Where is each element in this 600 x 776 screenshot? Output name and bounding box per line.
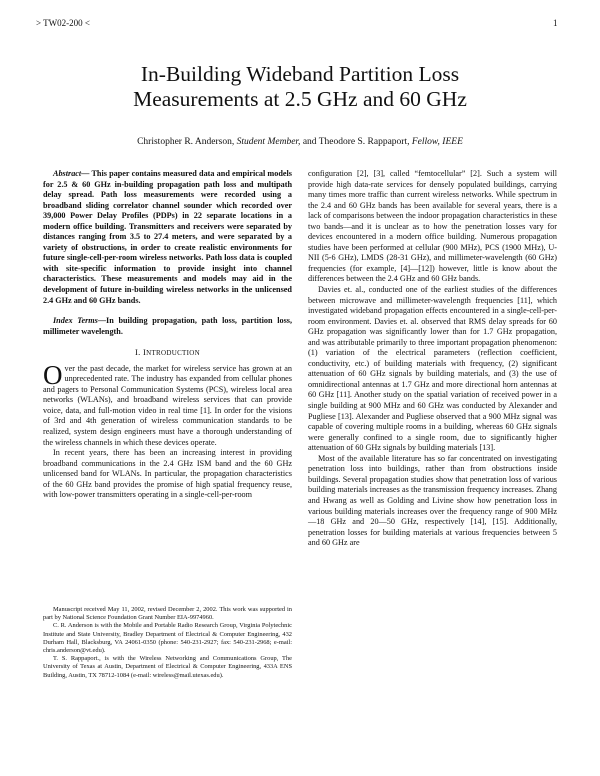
section-title-first: I <box>142 347 147 358</box>
author-line <box>40 137 560 147</box>
title-line-1: In-Building Wideband Partition Loss <box>140 62 460 86</box>
left-column <box>43 169 292 501</box>
author-2-role: Fellow, IEEE <box>411 137 463 147</box>
page-number: 1 <box>553 18 558 28</box>
abstract <box>43 169 292 306</box>
abstract-label: Abstract— <box>53 169 90 178</box>
section-number: I. <box>135 347 143 358</box>
section-heading-introduction <box>43 347 292 359</box>
index-terms-text: —In building propagation, path loss, partition loss, millimeter wavelength. <box>43 316 292 336</box>
intro-paragraph-1 <box>43 359 292 448</box>
index-terms <box>43 316 292 337</box>
paper-title <box>40 62 560 112</box>
right-column <box>308 169 557 549</box>
intro-paragraph-1-text: ver the past decade, the market for wireless service has grown at an unprecedented rate. The industry has expanded from cellular phones and pagers to Personal Communication Systems (PCS), wireless local area networks (WLANs), and broadband wireless services that can provide voice, data, and full-motion video in real time [1]. In order for the visions of 3rd and 4th generation of wireless communication standards to be realized, system design engineers must have a thorough understanding of the wireless channels in which these devices operate. <box>43 363 292 447</box>
author-1-role: Student Member, <box>236 137 301 147</box>
title-line-2: Measurements at 2.5 GHz and 60 GHz <box>133 87 467 111</box>
right-paragraph-2: Davies et. al., conducted one of the earliest studies of the differences between microwave and millimeter-wavelength frequencies [11], which investigated wideband propagation effects encountered in a single-cell-per-room environment. Davies et. al. observed that RMS delay spreads for 60 GHz propagation was significantly lower than for 1.7 GHz propagation, and was attributable primarily to three important propagation phenomenon: (1) variation of the electrical parameters (reflection coefficient, conductivity, etc.) of building materials with frequency, (2) significant attenuation of 60 GHz signals by building materials, and (3) the use of omnidirectional antennas at 1.7 GHz and more directional horn antennas at 60 GHz [11]. Another study on the spatial variation of received power in a single building at 900 MHz and 60 GHz was conducted by Alexander and Pugliese [13]. Alexander and Pugliese observed that a 900 MHz signal was capable of covering multiple rooms in a building, whereas 60 GHz signals were generally confined to a single room, due to significantly higher attenuation of 60 GHz signals by building materials [13]. <box>308 285 557 453</box>
index-terms-label: Index Terms <box>53 316 98 326</box>
drop-cap: O <box>43 359 63 390</box>
author-connector: and Theodore S. Rappaport, <box>302 137 410 147</box>
section-title-rest: NTRODUCTION <box>146 349 200 358</box>
abstract-text: This paper contains measured data and empirical models for 2.5 & 60 GHz in-building propagation path loss and multipath delay spread. Path loss measurements were recorded using a broadband sliding correlator channel sounder which recorded over 39,000 Power Delay Profiles (PDPs) in 22 separate locations in a modern office building. Transmitters and receivers were separated by distances ranging from 3.5 to 27.4 meters, and were separated by a variety of obstructions, in order to create realistic environments for future single-cell-per-room wireless networks. Path loss data is coupled with site-specific information to provide insight into channel characteristics. These measurements and models may aid in the development of future in-building wireless networks in the unlicensed 2.4 GHz and 60 GHz bands. <box>43 169 292 305</box>
footnote-manuscript: Manuscript received May 11, 2002, revised December 2, 2002. This work was supported in part by National Science Foundation Grant Number EIA-9974960. <box>43 606 292 622</box>
footnotes <box>43 606 292 680</box>
right-paragraph-3: Most of the available literature has so far concentrated on investigating penetration loss into buildings, rather than from obstructions inside buildings. Several propagation studies show that penetration loss of various building materials increases as the transmission frequency increases. Zhang and Hwang as well as Golding and Livine show how penetration loss in various building materials increases over the frequency range of 900 MHz—18 GHz and 20—50 GHz, respectively [14], [15]. Additionally, penetration losses for building materials at various frequencies between 5 and 60 GHz are <box>308 453 557 548</box>
intro-paragraph-2: In recent years, there has been an increasing interest in providing broadband communications in the 2.4 GHz ISM band and the 60 GHz unlicensed band for WLANs. In particular, the propagation characteristics of the 60 GHz band provides the promise of high spatial frequency reuse, with low-power transmitters operating in a single-cell-per-room <box>43 448 292 500</box>
footnote-author-1: C. R. Anderson is with the Mobile and Portable Radio Research Group, Virginia Polytechnic Institute and State University, Bradley Department of Electrical & Computer Engineering, 432 Durham Hall, Blacksburg, VA 24061-0350 (phone: 540-231-2927; fax: 540-231-2968; e-mail: chris.anderson@vt.edu). <box>43 622 292 655</box>
footnote-author-2: T. S. Rappaport., is with the Wireless Networking and Communications Group, The University of Texas at Austin, Department of Electrical & Computer Engineering, 433A ENS Building, Austin, TX 78712-1084 (e-mail: wireless@mail.utexas.edu). <box>43 655 292 679</box>
running-header-doc-id: > TW02-200 < <box>36 18 90 28</box>
author-1-name: Christopher R. Anderson, <box>137 137 235 147</box>
right-paragraph-1: configuration [2], [3], called “femtocellular” [2]. Such a system will provide high data-rate services for densely populated buildings, carrying many times more traffic than current wireless networks. While spectrum in the 2.4 and 60 GHz bands has been available for several years, there is a lack of comparisons between the indoor propagation characteristics in these two bands—and it is unclear as to how the penetration losses vary for devices encountered in a modern office building. Numerous propagation studies have been performed at cellular (900 MHz), PCS (1900 MHz), U-NII (5-6 GHz), LMDS (28-31 GHz), and millimeter-wavelength (60 GHz) frequencies (for example, [4]—[12]) however, little is know about the differences between the 2.4 GHz and 60 GHz bands. <box>308 169 557 284</box>
